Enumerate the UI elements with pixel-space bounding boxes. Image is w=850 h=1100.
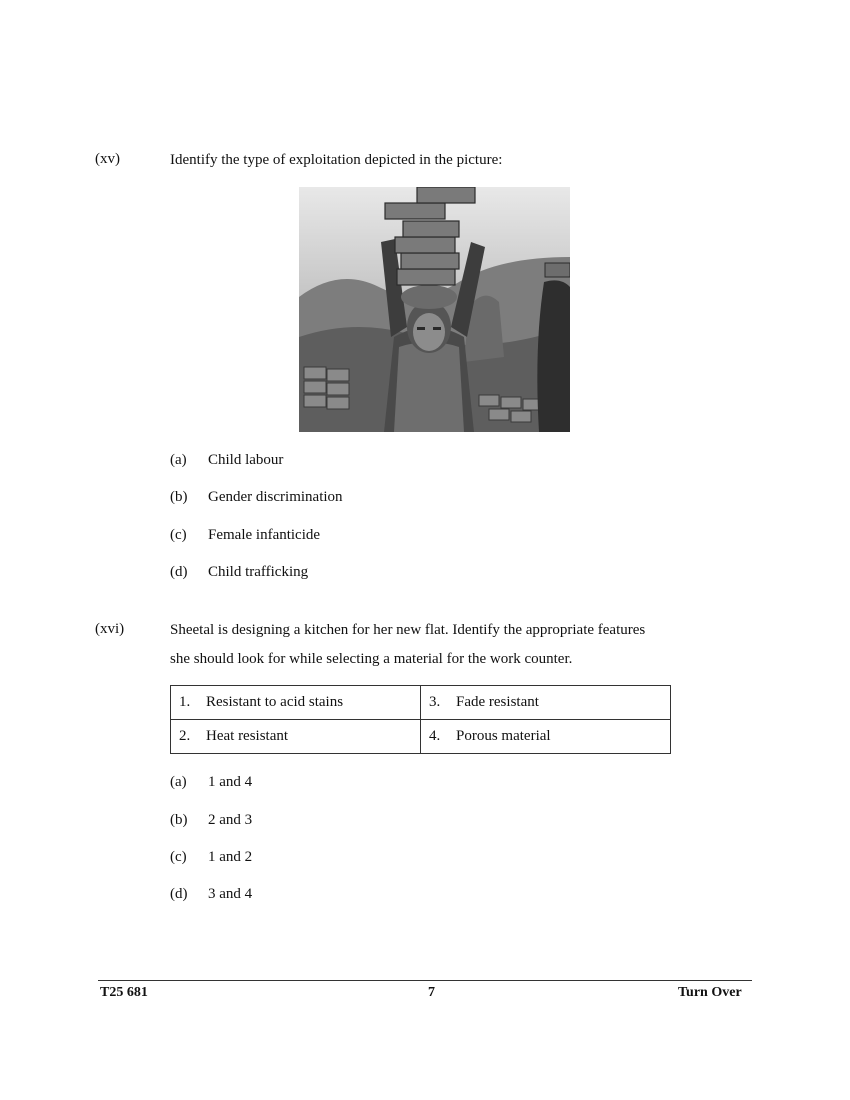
table-cell bbox=[421, 686, 671, 720]
table-cell bbox=[171, 720, 421, 754]
option-text: Female infanticide bbox=[208, 527, 321, 543]
option-text: Child trafficking bbox=[208, 564, 309, 580]
question-16-line-2: she should look for while selecting a material for the work counter. bbox=[170, 651, 573, 667]
option-label: (d) bbox=[170, 886, 188, 902]
table-row bbox=[171, 720, 671, 754]
table-row bbox=[171, 686, 671, 720]
question-15-option-c bbox=[170, 527, 570, 544]
feature-text: Fade resistant bbox=[456, 694, 539, 710]
question-15-text: Identify the type of exploitation depicted in the picture: bbox=[170, 152, 503, 168]
page-number: 7 bbox=[428, 985, 435, 1000]
paper-code: T25 681 bbox=[100, 985, 148, 1000]
question-15-option-a bbox=[170, 452, 570, 469]
option-label: (b) bbox=[170, 489, 188, 505]
question-16-text bbox=[170, 616, 730, 674]
features-table bbox=[170, 685, 671, 754]
footer-divider bbox=[98, 980, 752, 981]
option-label: (d) bbox=[170, 564, 188, 580]
question-16-option-b bbox=[170, 812, 570, 829]
photo-child-carrying-bricks bbox=[299, 187, 570, 432]
feature-number: 4. bbox=[429, 728, 441, 744]
question-16-option-c bbox=[170, 849, 570, 866]
option-text: 3 and 4 bbox=[208, 886, 253, 902]
table-cell bbox=[171, 686, 421, 720]
question-15-option-d bbox=[170, 564, 570, 581]
feature-text: Resistant to acid stains bbox=[206, 694, 344, 710]
feature-number: 2. bbox=[179, 728, 191, 744]
question-16-option-a bbox=[170, 774, 570, 791]
question-16-option-d bbox=[170, 886, 570, 903]
feature-text: Porous material bbox=[456, 728, 551, 744]
feature-text: Heat resistant bbox=[206, 728, 289, 744]
turn-over-label: Turn Over bbox=[678, 985, 742, 1000]
option-text: Gender discrimination bbox=[208, 489, 343, 505]
question-15-number: (xv) bbox=[95, 151, 120, 167]
feature-number: 3. bbox=[429, 694, 441, 710]
question-15-option-b bbox=[170, 489, 570, 506]
option-text: Child labour bbox=[208, 452, 284, 468]
option-label: (b) bbox=[170, 812, 188, 828]
question-16-number: (xvi) bbox=[95, 621, 125, 637]
question-16-line-1: Sheetal is designing a kitchen for her new flat. Identify the appropriate features bbox=[170, 622, 646, 638]
option-text: 2 and 3 bbox=[208, 812, 253, 828]
option-text: 1 and 4 bbox=[208, 774, 253, 790]
table-cell bbox=[421, 720, 671, 754]
option-label: (a) bbox=[170, 452, 187, 468]
option-label: (a) bbox=[170, 774, 187, 790]
feature-number: 1. bbox=[179, 694, 191, 710]
option-label: (c) bbox=[170, 849, 187, 865]
option-label: (c) bbox=[170, 527, 187, 543]
option-text: 1 and 2 bbox=[208, 849, 253, 865]
